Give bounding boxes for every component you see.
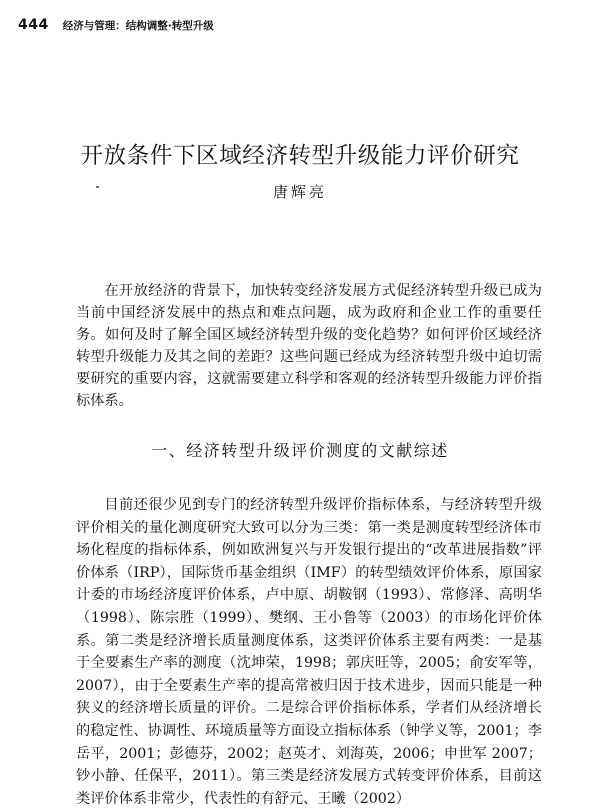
- article-author: 唐辉亮: [272, 183, 327, 201]
- section-heading: 一、经济转型升级评价测度的文献综述: [151, 441, 449, 460]
- abstract-paragraph: 在开放经济的背景下，加快转变经济发展方式促经济转型升级已成为当前中国经济发展中的热点和难点问题，成为政府和企业工作的重要任务。如何及时了解全国区域经济转型升级的变化趋势？如何评价区域经济转型升级能力及其之间的差距？这些问题已经成为经济转型升级中迫切需要研究的重要内容，这就需要建立科学和客观的经济转型升级能力评价指标体系。: [76, 283, 542, 409]
- page-number: 444: [18, 17, 49, 33]
- body-paragraph: 目前还很少见到专门的经济转型升级评价指标体系，与经济转型升级评价相关的量化测度研究大致可以分为三类：第一类是测度转型经济体市场化程度的指标体系，例如欧洲复兴与开发银行提出的“改革进展指数”评价体系（IRP），国际货币基金组织（IMF）的转型绩效评价体系，原国家计委的市场经济度评价体系，卢中原、胡鞍钢（1993）、常修泽、高明华（1998）、陈宗胜（1999）、樊纲、王小鲁等（2003）的市场化评价体系。第二类是经济增长质量测度体系，这类评价体系主要有两类：一是基于全要素生产率的测度（沈坤荣，1998；郭庆旺等，2005；俞安军等，2007），由于全要素生产率的提高常被归因于技术进步，因而只能是一种狭义的经济增长质量的评价。二是综合评价指标体系，学者们从经济增长的稳定性、协调性、环境质量等方面设立指标体系（钟学义等，2001；李岳平，2001；彭德芬，2002；赵英才、刘海英，2006；申世军 2007；钞小静、任保平，2011）。第三类是经济发展方式转变评价体系，目前这类评价体系非常少，代表性的有舒元、王曦（2002）: [76, 497, 542, 807]
- page-header: [18, 17, 214, 33]
- running-head: 经济与管理：结构调整·转型升级: [62, 20, 214, 32]
- article-title: 开放条件下区域经济转型升级能力评价研究: [80, 143, 520, 169]
